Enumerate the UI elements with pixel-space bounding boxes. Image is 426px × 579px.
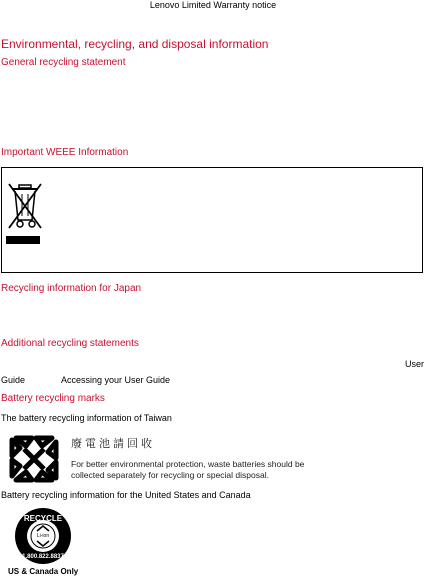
rbrc-recycle-seal-icon <box>12 507 74 565</box>
weee-black-bar <box>6 236 40 244</box>
taiwan-english-line1: For better environmental protection, waste batteries should be <box>71 459 305 469</box>
guide-fragment: Guide <box>1 375 26 385</box>
svg-text:1.800.822.8837: 1.800.822.8837 <box>22 554 64 560</box>
weee-info-box <box>1 167 423 273</box>
taiwan-recycle-icon <box>6 432 62 484</box>
environmental-heading: Environmental, recycling, and disposal information <box>1 37 269 51</box>
page-title: Lenovo Limited Warranty notice <box>149 0 277 10</box>
us-canada-heading: Battery recycling information for the United States and Canada <box>1 490 251 500</box>
crossed-bin-icon <box>8 182 44 230</box>
japan-heading: Recycling information for Japan <box>1 283 142 294</box>
battery-marks-heading: Battery recycling marks <box>1 393 105 404</box>
us-canada-only-label: US & Canada Only <box>8 567 79 576</box>
weee-heading: Important WEEE Information <box>1 147 129 158</box>
taiwan-chinese-text: 廢電池請回收 <box>71 437 155 450</box>
user-fragment: User <box>404 359 424 369</box>
taiwan-english-line2: collected separately for recycling or special disposal. <box>71 470 269 480</box>
accessing-guide-link[interactable]: Accessing your User Guide <box>61 375 171 385</box>
svg-text:RECYCLE: RECYCLE <box>23 514 63 523</box>
svg-text:Li-ion: Li-ion <box>36 533 50 539</box>
additional-heading: Additional recycling statements <box>1 338 139 349</box>
taiwan-heading: The battery recycling information of Taiwan <box>1 413 172 423</box>
general-recycling-heading: General recycling statement <box>1 57 126 68</box>
